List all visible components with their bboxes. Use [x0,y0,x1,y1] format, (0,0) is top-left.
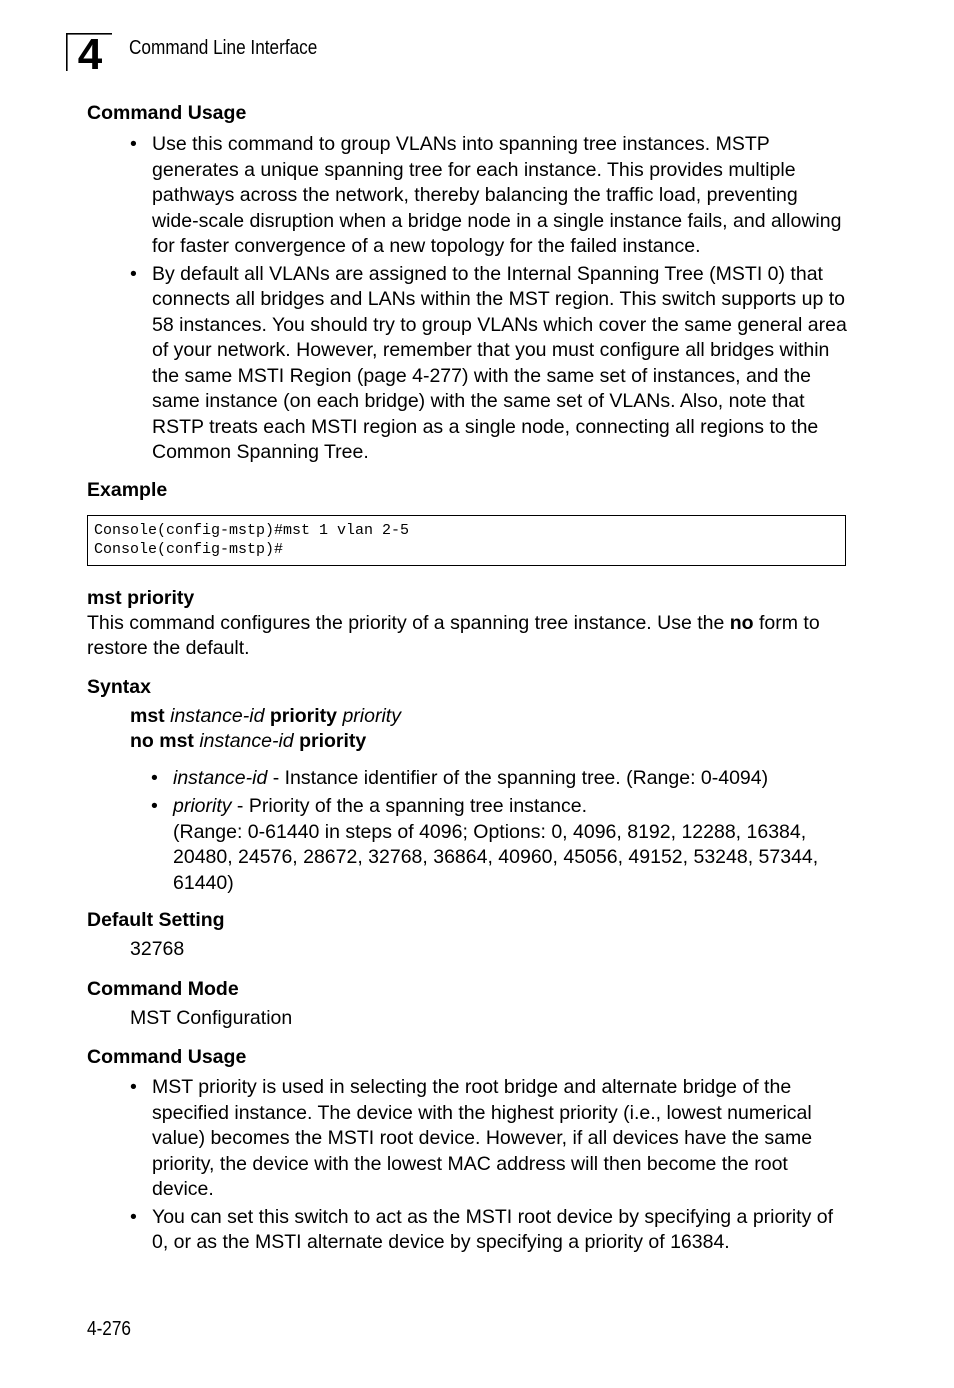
page-content [87,101,847,1256]
command-mode-value: MST Configuration [130,1006,293,1029]
parameter-description: - Instance identifier of the spanning tree. (Range: 0-4094) [267,766,769,789]
syntax-line-2 [87,729,847,755]
parameter-item [173,766,847,792]
syntax-argument: priority [342,704,401,727]
code-example-box [87,515,846,566]
running-header-title: Command Line Interface [129,37,318,59]
command-description [87,611,847,662]
syntax-keyword: priority [299,730,367,752]
description-text: This command configures the priority of a spanning tree instance. Use the [87,611,730,634]
command-usage-heading: Command Usage [87,102,247,124]
syntax-line-1 [87,704,847,730]
syntax-argument: instance-id [199,730,294,752]
code-line: Console(config-mstp)#mst 1 vlan 2-5 [94,521,410,539]
parameter-description: - Priority of the a spanning tree instance. [231,795,588,817]
command-usage-list-2 [87,1075,847,1256]
list-item: • MST priority is used in selecting the root bridge and alternate bridge of the specified instance. The device with the highest priority (i.e., lowest numerical value) becomes the MSTI root device. However, if all devices have the same priority, the device with the lowest MAC address will then become the root device. [152,1075,847,1203]
parameter-name: priority [173,795,232,817]
list-item: • By default all VLANs are assigned to the Internal Spanning Tree (MSTI 0) that connects all bridges and LANs within the MST region. This switch supports up to 58 instances. You should try to group VLANs which cover the same general area of your network. However, remember that you must configure all bridges within the same MSTI Region (page 4-277) with the same set of instances, and the same instance (on each bridge) with the same set of VLANs. Also, note that RSTP treats each MSTI region as a single node, connecting all regions to the Common Spanning Tree. [152,262,847,466]
parameter-list [87,766,847,897]
syntax-keyword: priority [269,704,338,727]
command-mode-heading: Command Mode [87,977,239,1000]
chapter-number-badge [66,33,112,71]
syntax-argument: instance-id [170,704,265,727]
list-item: • You can set this switch to act as the MSTI root device by specifying a priority of 0, or as the MSTI alternate device by specifying a priority of 16384. [152,1205,847,1256]
parameter-name: instance-id [173,766,268,789]
command-title: mst priority [87,586,195,609]
default-setting-heading: Default Setting [87,909,225,931]
parameter-item [173,794,847,896]
no-keyword: no [729,611,754,634]
parameter-range: (Range: 0-61440 in steps of 4096; Options: 0, 4096, 8192, 12288, 16384, 20480, 24576, 28672, 32768, 36864, 40960, 45056, 49152, 53248, 57344, 61440) [173,820,819,894]
example-heading: Example [87,478,168,501]
command-usage-list [87,132,847,466]
syntax-heading: Syntax [87,675,151,698]
list-item: • Use this command to group VLANs into spanning tree instances. MSTP generates a unique spanning tree for each instance. This provides multiple pathways across the network, thereby balancing the traffic load, preventing wide-scale disruption when a bridge node in a single instance fails, and allowing for faster convergence of a new topology for the failed instance. [152,132,847,260]
svg-text:4: 4 [77,33,103,71]
code-line: Console(config-mstp)# [94,540,284,558]
command-usage-heading-2: Command Usage [87,1046,247,1068]
syntax-keyword: no mst [130,730,194,752]
page-number: 4-276 [87,1318,131,1340]
default-setting-value: 32768 [130,938,185,960]
syntax-keyword: mst [130,704,165,727]
description-text: form to restore the default. [87,611,820,659]
